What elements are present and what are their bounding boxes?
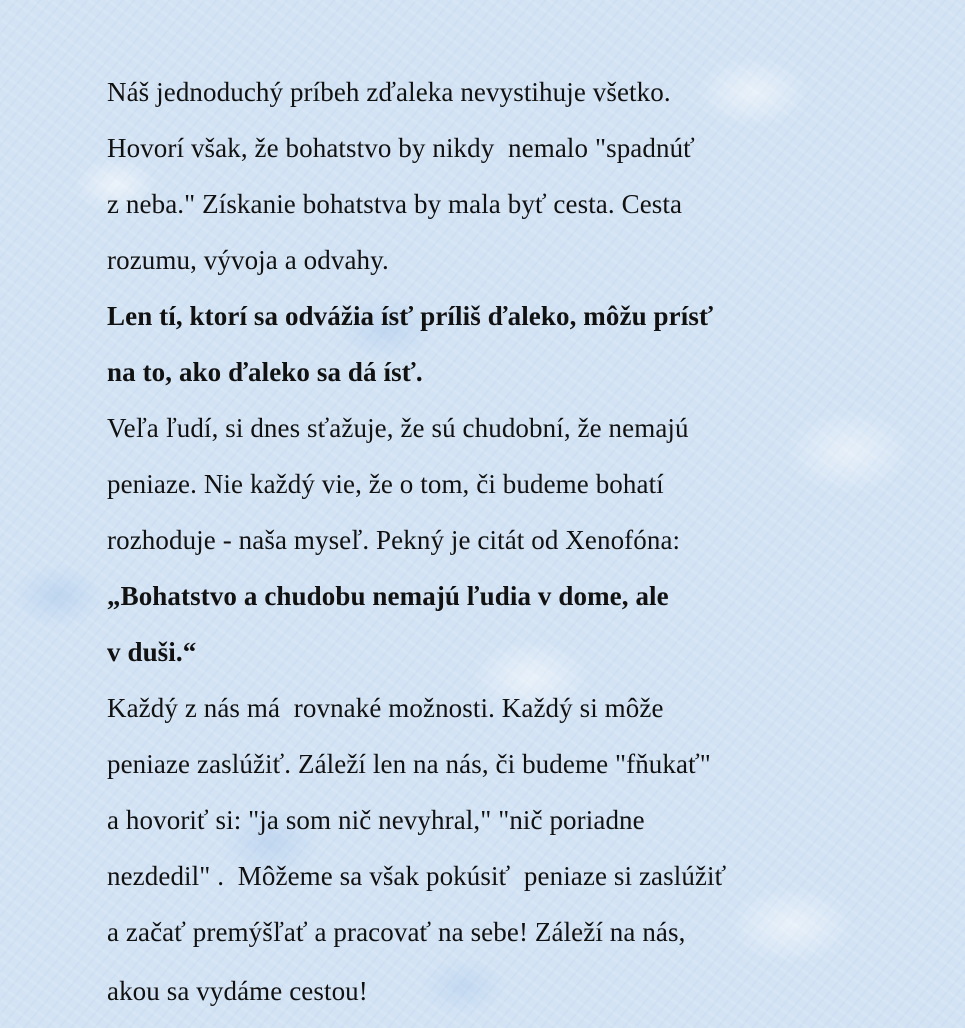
text-line: Každý z nás má rovnaké možnosti. Každý si môže xyxy=(107,693,664,723)
text-line: rozhoduje - naša myseľ. Pekný je citát od Xenofóna: xyxy=(107,525,681,555)
text-line: peniaze. Nie každý vie, že o tom, či budeme bohatí xyxy=(107,469,664,499)
quote-line: na to, ako ďaleko sa dá ísť. xyxy=(107,357,423,387)
text-line: Hovorí však, že bohatstvo by nikdy nemalo "spadnúť xyxy=(107,133,695,163)
text-line: nezdedil" . Môžeme sa však pokúsiť peniaze si zaslúžiť xyxy=(107,861,727,891)
text-line: a začať premýšľať a pracovať na sebe! Záleží na nás, xyxy=(107,917,686,947)
text-line: akou sa vydáme cestou! xyxy=(107,976,368,1006)
quote-line: v duši.“ xyxy=(107,637,197,667)
quote-line: „Bohatstvo a chudobu nemajú ľudia v dome, ale xyxy=(107,581,669,611)
text-line: Náš jednoduchý príbeh zďaleka nevystihuje všetko. xyxy=(107,77,671,107)
text-page xyxy=(107,64,947,1022)
text-line: a hovoriť si: "ja som nič nevyhral," "nič poriadne xyxy=(107,805,645,835)
text-line: rozumu, vývoja a odvahy. xyxy=(107,245,389,275)
quote-line: Len tí, ktorí sa odvážia ísť príliš ďaleko, môžu prísť xyxy=(107,301,714,331)
text-line: Veľa ľudí, si dnes sťažuje, že sú chudobní, že nemajú xyxy=(107,413,689,443)
text-line: peniaze zaslúžiť. Záleží len na nás, či budeme "fňukať" xyxy=(107,749,711,779)
text-line: z neba." Získanie bohatstva by mala byť cesta. Cesta xyxy=(107,189,683,219)
